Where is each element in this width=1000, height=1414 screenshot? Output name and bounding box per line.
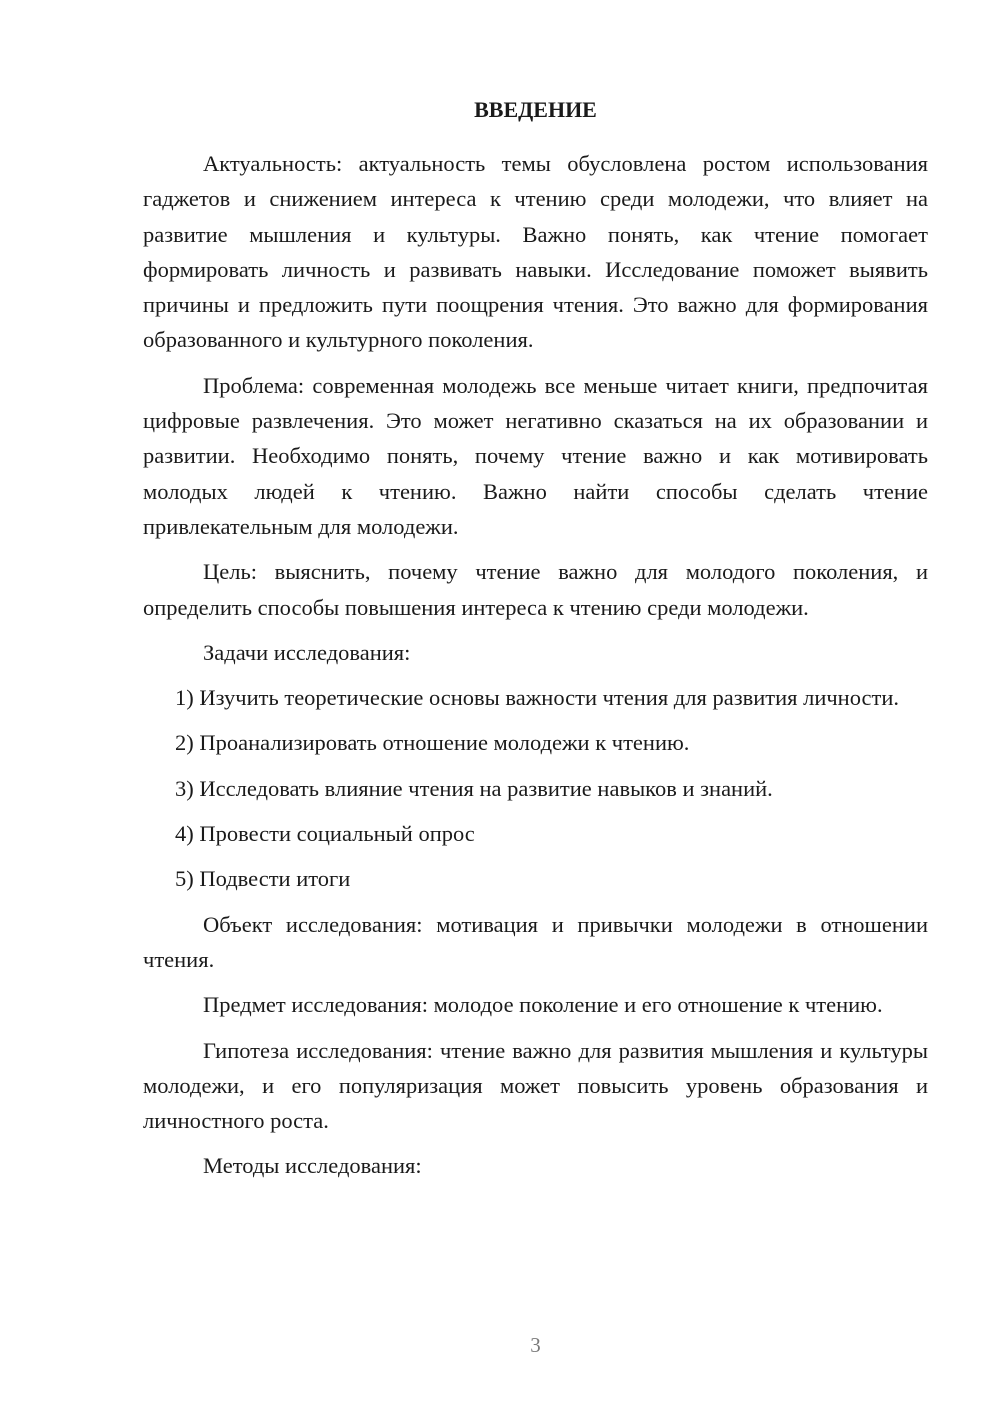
task-item: 2) Проанализировать отношение молодежи к чтению. xyxy=(175,730,690,756)
task-item: 3) Исследовать влияние чтения на развитие навыков и знаний. xyxy=(175,775,773,801)
page-title: ВВЕДЕНИЕ xyxy=(474,97,597,122)
page-number: 3 xyxy=(530,1333,541,1357)
object-paragraph: Объект исследования: мотивация и привычки молодежи в отношении чтения. xyxy=(143,911,928,972)
task-item: 4) Провести социальный опрос xyxy=(175,821,475,847)
task-item: 1) Изучить теоретические основы важности чтения для развития личности. xyxy=(175,685,900,711)
problem-paragraph: Проблема: современная молодежь все меньше читает книги, предпочитая цифровые развлечения. Это может негативно сказаться на их образовании и развитии. Необходимо понять, почему чтение важно и как мотивировать молодых людей к чтению. Важно найти способы сделать чтение привлекательным для молодежи. xyxy=(143,372,928,539)
subject-paragraph: Предмет исследования: молодое поколение и его отношение к чтению. xyxy=(203,992,883,1018)
tasks-heading: Задачи исследования: xyxy=(203,639,411,665)
task-item: 5) Подвести итоги xyxy=(175,866,351,892)
goal-paragraph: Цель: выяснить, почему чтение важно для молодого поколения, и определить способы повышения интереса к чтению среди молодежи. xyxy=(143,559,928,620)
relevance-paragraph: Актуальность: актуальность темы обусловлена ростом использования гаджетов и снижением интереса к чтению среди молодежи, что влияет на развитие мышления и культуры. Важно понять, как чтение помогает формировать личность и развивать навыки. Исследование поможет выявить причины и предложить пути поощрения чтения. Это важно для формирования образованного и культурного поколения. xyxy=(143,151,928,353)
hypothesis-paragraph: Гипотеза исследования: чтение важно для развития мышления и культуры молодежи, и его популяризация может повысить уровень образования и личностного роста. xyxy=(143,1037,928,1134)
page-content xyxy=(143,92,928,1194)
methods-heading: Методы исследования: xyxy=(203,1153,422,1179)
